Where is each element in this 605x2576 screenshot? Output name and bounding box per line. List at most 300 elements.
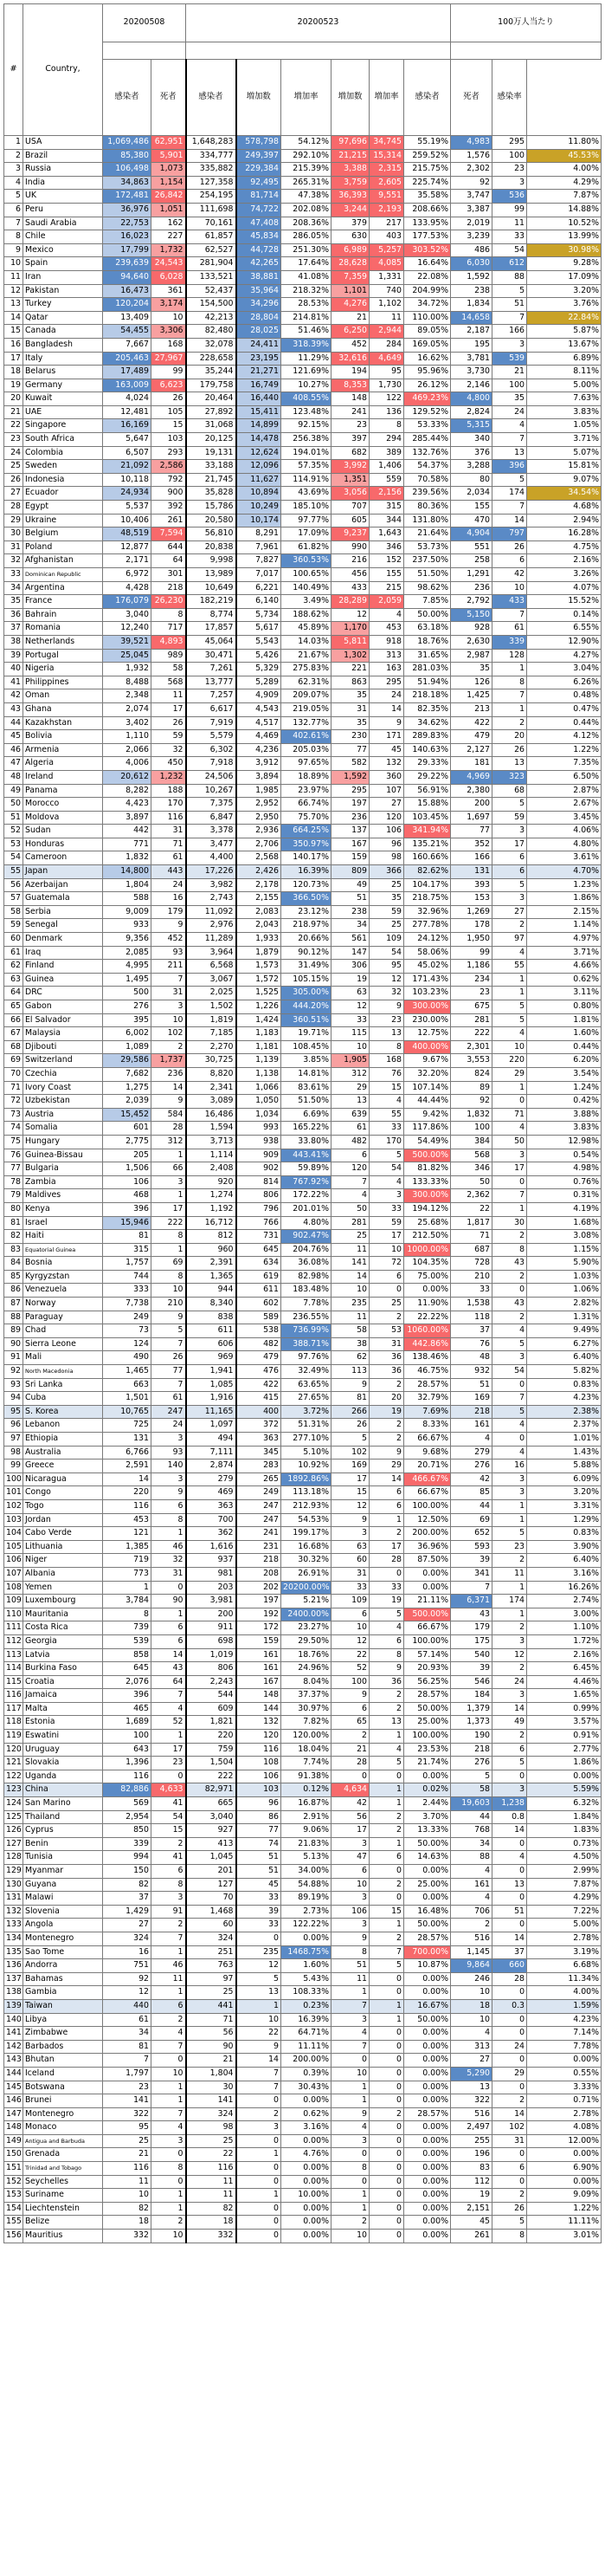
cell-value: 396 <box>103 1689 151 1703</box>
cell-value: 4 <box>492 1851 527 1865</box>
cell-value: 3,759 <box>331 176 370 190</box>
cell-value: 6.89% <box>527 352 602 366</box>
cell-value: 235 <box>331 1298 370 1311</box>
country-name: Poland <box>23 540 103 554</box>
row-index: 15 <box>4 325 23 339</box>
cell-value: 630 <box>331 230 370 244</box>
row-index: 7 <box>4 217 23 230</box>
row-index: 138 <box>4 1986 23 2000</box>
cell-value: 1,821 <box>186 1716 236 1730</box>
cell-value: 46 <box>151 1959 186 1973</box>
cell-value: 16.64% <box>404 257 451 271</box>
cell-value: 1.29% <box>527 1513 602 1527</box>
cell-value: 0 <box>492 2148 527 2162</box>
cell-value: 23.27% <box>281 1621 331 1635</box>
country-name: Kuwait <box>23 392 103 406</box>
cell-value: 4 <box>370 1095 404 1109</box>
table-row <box>4 217 602 230</box>
country-name: Australia <box>23 1446 103 1460</box>
cell-value: 16 <box>103 1945 151 1959</box>
cell-value: 2 <box>151 1040 186 1054</box>
country-name: Thailand <box>23 1810 103 1824</box>
cell-value: 0 <box>151 2175 186 2189</box>
cell-value: 13 <box>236 1986 281 2000</box>
cell-value: 194.12% <box>404 1202 451 1216</box>
cell-value: 0 <box>151 1581 186 1595</box>
row-index: 8 <box>4 230 23 244</box>
table-row <box>4 798 602 812</box>
cell-value: 14 <box>370 1472 404 1486</box>
cell-value: 53 <box>370 1324 404 1338</box>
cell-value: 13 <box>492 757 527 771</box>
table-row <box>4 960 602 974</box>
cell-value: 17 <box>151 1202 186 1216</box>
cell-value: 16.39% <box>281 865 331 879</box>
cell-value: 2 <box>370 1378 404 1392</box>
row-index: 91 <box>4 1351 23 1365</box>
cell-value: 132 <box>236 1716 281 1730</box>
table-row <box>4 581 602 595</box>
cell-value: 1 <box>151 2081 186 2094</box>
country-name: Togo <box>23 1499 103 1513</box>
cell-value: 170 <box>151 798 186 812</box>
cell-value: 51.31% <box>281 1419 331 1433</box>
row-index: 104 <box>4 1527 23 1541</box>
cell-value: 21,745 <box>186 473 236 487</box>
cell-value: 81.82% <box>404 1162 451 1176</box>
cell-value: 294 <box>370 433 404 447</box>
row-index: 30 <box>4 527 23 541</box>
cell-value: 0.71% <box>527 2094 602 2108</box>
cell-value: 2 <box>492 2189 527 2203</box>
cell-value: 197 <box>236 1595 281 1608</box>
cell-value: 212.50% <box>404 1230 451 1244</box>
country-name: Japan <box>23 865 103 879</box>
cell-value: 14 <box>151 1648 186 1662</box>
cell-value: 9 <box>370 1000 404 1014</box>
cell-value: 1 <box>151 1189 186 1203</box>
cell-value: 0 <box>492 1986 527 2000</box>
cell-value: 469.23% <box>404 392 451 406</box>
table-row <box>4 1013 602 1027</box>
cell-value: 482 <box>236 1337 281 1351</box>
cell-value: 645 <box>103 1662 151 1676</box>
cell-value: 15.88% <box>404 798 451 812</box>
cell-value: 39,521 <box>103 635 151 649</box>
cell-value: 1 <box>151 1527 186 1541</box>
cell-value: 116 <box>186 2162 236 2176</box>
cell-value: 150 <box>103 1865 151 1879</box>
cell-value: 60 <box>186 1919 236 1932</box>
cell-value: 51.46% <box>281 325 331 339</box>
table-row <box>4 163 602 177</box>
cell-value: 3.33% <box>527 2081 602 2094</box>
cell-value: 29,586 <box>103 1054 151 1068</box>
cell-value: 10 <box>151 2067 186 2081</box>
cell-value: 433 <box>331 581 370 595</box>
cell-value: 179 <box>151 905 186 919</box>
cell-value: 16.28% <box>527 527 602 541</box>
country-name: Pakistan <box>23 284 103 298</box>
cell-value: 3 <box>492 338 527 352</box>
country-name: Belgium <box>23 527 103 541</box>
cell-value: 2,497 <box>451 2121 492 2135</box>
cell-value: 444.20% <box>281 1000 331 1014</box>
cell-value: 902.47% <box>281 1230 331 1244</box>
cell-value: 619 <box>236 1270 281 1284</box>
cell-value: 2,127 <box>451 743 492 757</box>
cell-value: 1,365 <box>186 1270 236 1284</box>
cell-value: 4 <box>151 2121 186 2135</box>
row-index: 31 <box>4 540 23 554</box>
cell-value: 133.95% <box>404 217 451 230</box>
table-row <box>4 2121 602 2135</box>
cell-value: 54.88% <box>281 1878 331 1892</box>
cell-value: 109 <box>370 933 404 947</box>
country-name: Bolivia <box>23 730 103 744</box>
cell-value: 247 <box>236 1513 281 1527</box>
cell-value: 5.88% <box>527 1460 602 1473</box>
cell-value: 0 <box>370 1986 404 2000</box>
cell-value: 61.82% <box>281 540 331 554</box>
row-index: 56 <box>4 878 23 892</box>
cell-value: 3.61% <box>527 851 602 865</box>
cell-value: 137 <box>331 825 370 838</box>
cell-value: 62.31% <box>281 676 331 689</box>
cell-value: 66.67% <box>404 1486 451 1500</box>
table-row <box>4 1932 602 1945</box>
cell-value: 7 <box>492 1392 527 1406</box>
table-row <box>4 1081 602 1095</box>
cell-value: 1,941 <box>186 1365 236 1379</box>
cell-value: 1,592 <box>331 770 370 784</box>
cell-value: 7.69% <box>404 1405 451 1419</box>
cell-value: 281.03% <box>404 663 451 676</box>
table-row <box>4 1460 602 1473</box>
cell-value: 1468.75% <box>281 1945 331 1959</box>
cell-value: 14,800 <box>103 865 151 879</box>
cell-value: 0.00% <box>527 2148 602 2162</box>
cell-value: 13.99% <box>527 230 602 244</box>
cell-value: 1,502 <box>186 1000 236 1014</box>
cell-value: 379 <box>331 217 370 230</box>
cell-value: 30.43% <box>281 2081 331 2094</box>
country-name: Malaysia <box>23 1027 103 1041</box>
cell-value: 1.01% <box>527 1433 602 1447</box>
cell-value: 2,059 <box>370 595 404 609</box>
cell-value: 59 <box>370 905 404 919</box>
cell-value: 0 <box>236 2162 281 2176</box>
cell-value: 7.87% <box>527 1878 602 1892</box>
cell-value: 15 <box>331 1486 370 1500</box>
cell-value: 61 <box>103 2013 151 2027</box>
table-row <box>4 1122 602 1136</box>
cell-value: 4 <box>151 1702 186 1716</box>
row-index: 79 <box>4 1189 23 1203</box>
cell-value: 124 <box>103 1337 151 1351</box>
cell-value: 7 <box>331 1175 370 1189</box>
cell-value: 7,594 <box>151 527 186 541</box>
cell-value: 0.00% <box>404 2081 451 2094</box>
country-name: Germany <box>23 379 103 392</box>
cell-value: 2.77% <box>527 1743 602 1757</box>
cell-value: 208.36% <box>281 217 331 230</box>
country-name: Trinidad and Tobago <box>23 2162 103 2176</box>
cell-value: 450 <box>151 757 186 771</box>
cell-value: 1,274 <box>186 1189 236 1203</box>
cell-value: 5 <box>236 1972 281 1986</box>
cell-value: 29.50% <box>281 1634 331 1648</box>
cell-value: 241 <box>331 405 370 419</box>
cell-value: 64.71% <box>281 2027 331 2041</box>
table-row <box>4 1230 602 1244</box>
cell-value: 2,171 <box>103 554 151 568</box>
cell-value: 3,040 <box>186 1810 236 1824</box>
cell-value: 5 <box>331 1433 370 1447</box>
cell-value: 5.21% <box>281 1595 331 1608</box>
country-name: Norway <box>23 1298 103 1311</box>
cell-value: 182,219 <box>186 595 236 609</box>
cell-value: 3 <box>151 1175 186 1189</box>
table-row <box>4 878 602 892</box>
cell-value: 10,765 <box>103 1405 151 1419</box>
cell-value: 2.38% <box>527 1405 602 1419</box>
table-row <box>4 149 602 163</box>
cell-value: 601 <box>103 1122 151 1136</box>
table-row <box>4 1851 602 1865</box>
cell-value: 222 <box>186 1770 236 1783</box>
table-row <box>4 1797 602 1811</box>
cell-value: 2,944 <box>370 325 404 339</box>
cell-value: 14,899 <box>236 419 281 433</box>
cell-value: 27 <box>451 2054 492 2068</box>
table-row <box>4 1905 602 1919</box>
cell-value: 396 <box>103 1202 151 1216</box>
cell-value: 4 <box>492 946 527 960</box>
cell-value: 28 <box>151 1122 186 1136</box>
cell-value: 55.19% <box>404 136 451 150</box>
country-name: Philippines <box>23 676 103 689</box>
cell-value: 60 <box>331 1554 370 1568</box>
cell-value: 82,886 <box>103 1783 151 1797</box>
table-row <box>4 379 602 392</box>
cell-value: 468 <box>103 1189 151 1203</box>
cell-value: 0.00% <box>404 2054 451 2068</box>
cell-value: 13 <box>370 1027 404 1041</box>
table-row <box>4 2189 602 2203</box>
cell-value: 20 <box>370 1392 404 1406</box>
cell-value: 163,009 <box>103 379 151 392</box>
cell-value: 11 <box>331 1243 370 1257</box>
cell-value: 110.00% <box>404 311 451 325</box>
cell-value: 98 <box>186 2121 236 2135</box>
cell-value: 17 <box>492 1162 527 1176</box>
table-row <box>4 757 602 771</box>
cell-value: 989 <box>151 649 186 663</box>
cell-value: 0.00% <box>404 2202 451 2216</box>
cell-value: 148 <box>236 1689 281 1703</box>
cell-value: 1.83% <box>527 1824 602 1838</box>
table-row <box>4 1027 602 1041</box>
cell-value: 15,786 <box>186 501 236 515</box>
cell-value: 116 <box>236 1743 281 1757</box>
cell-value: 120.73% <box>281 878 331 892</box>
row-index: 131 <box>4 1892 23 1906</box>
cell-value: 927 <box>186 1824 236 1838</box>
cell-value: 116 <box>103 1770 151 1783</box>
country-name: Lebanon <box>23 1419 103 1433</box>
cell-value: 652 <box>451 1527 492 1541</box>
cell-value: 0.00% <box>527 1770 602 1783</box>
cell-value: 228,658 <box>186 352 236 366</box>
cell-value: 396 <box>492 460 527 474</box>
cell-value: 1.24% <box>527 1081 602 1095</box>
cell-value: 120 <box>331 1162 370 1176</box>
cell-value: 2,025 <box>186 987 236 1000</box>
cell-value: 163 <box>370 663 404 676</box>
cell-value: 7.85% <box>404 595 451 609</box>
cell-value: 7.22% <box>527 1905 602 1919</box>
cell-value: 7.82% <box>281 1716 331 1730</box>
cell-value: 266 <box>331 1405 370 1419</box>
cell-value: 403 <box>370 230 404 244</box>
cell-value: 2,341 <box>186 1081 236 1095</box>
cell-value: 6,507 <box>103 446 151 460</box>
cell-value: 14 <box>492 1824 527 1838</box>
cell-value: 251.30% <box>281 243 331 257</box>
cell-value: 13.33% <box>404 1824 451 1838</box>
cell-value: 1000.00% <box>404 1243 451 1257</box>
cell-value: 2,083 <box>236 905 281 919</box>
table-row <box>4 1311 602 1324</box>
cell-value: 51 <box>331 892 370 906</box>
cell-value: 25 <box>186 1986 236 2000</box>
cell-value: 2,315 <box>370 163 404 177</box>
cell-value: 5 <box>370 1149 404 1162</box>
cell-value: 20,580 <box>186 514 236 527</box>
cell-value: 2.15% <box>527 905 602 919</box>
cell-value: 1,572 <box>236 973 281 987</box>
cell-value: 91.38% <box>281 1770 331 1783</box>
table-row <box>4 136 602 150</box>
cell-value: 118 <box>451 1311 492 1324</box>
table-row <box>4 1472 602 1486</box>
cell-value: 7.14% <box>527 2027 602 2041</box>
cell-value: 43 <box>151 1662 186 1676</box>
country-name: Panama <box>23 784 103 798</box>
cell-value: 73 <box>103 1324 151 1338</box>
row-index: 112 <box>4 1634 23 1648</box>
row-index: 58 <box>4 905 23 919</box>
cell-value: 295 <box>370 676 404 689</box>
cell-value: 28,804 <box>236 311 281 325</box>
cell-value: 18.76% <box>281 1648 331 1662</box>
cell-value: 324 <box>103 1932 151 1945</box>
cell-value: 63.18% <box>404 622 451 636</box>
cell-value: 43 <box>492 1257 527 1271</box>
cell-value: 9,237 <box>331 527 370 541</box>
cell-value: 6 <box>331 1702 370 1716</box>
table-row <box>4 1392 602 1406</box>
cell-value: 1,050 <box>236 1095 281 1109</box>
cell-value: 31,068 <box>186 419 236 433</box>
row-index: 154 <box>4 2202 23 2216</box>
country-name: Singapore <box>23 419 103 433</box>
cell-value: 21.11% <box>404 1595 451 1608</box>
cell-value: 122.22% <box>281 1919 331 1932</box>
cell-value: 361 <box>151 284 186 298</box>
cell-value: 281 <box>331 1216 370 1230</box>
cell-value: 5,647 <box>103 433 151 447</box>
row-index: 54 <box>4 851 23 865</box>
cell-value: 6,221 <box>236 581 281 595</box>
table-row <box>4 811 602 825</box>
country-name: Antigua and Barbuda <box>23 2134 103 2148</box>
cell-value: 5,289 <box>236 676 281 689</box>
cell-value: 1 <box>331 2094 370 2108</box>
cell-value: 3 <box>492 1351 527 1365</box>
cell-value: 350.97% <box>281 838 331 851</box>
country-name: Turkey <box>23 298 103 312</box>
cell-value: 3.88% <box>527 1108 602 1122</box>
cell-value: 490 <box>103 1351 151 1365</box>
cell-value: 177.53% <box>404 230 451 244</box>
cell-value: 30.98% <box>527 243 602 257</box>
cell-value: 0 <box>370 1892 404 1906</box>
cell-value: 3 <box>331 1527 370 1541</box>
cell-value: 1,425 <box>451 689 492 703</box>
cell-value: 0.00% <box>281 2202 331 2216</box>
cell-value: 23.53% <box>404 1743 451 1757</box>
country-name: El Salvador <box>23 1013 103 1027</box>
country-name: Saudi Arabia <box>23 217 103 230</box>
cell-value: 6 <box>492 865 527 879</box>
cell-value: 8 <box>151 608 186 622</box>
cell-value: 7 <box>151 2040 186 2054</box>
cell-value: 218 <box>236 1554 281 1568</box>
cell-value: 1,154 <box>151 176 186 190</box>
cell-value: 9.68% <box>404 1446 451 1460</box>
cell-value: 1,186 <box>451 960 492 974</box>
cell-value: 55 <box>492 960 527 974</box>
cell-value: 4 <box>370 1175 404 1189</box>
row-index: 129 <box>4 1865 23 1879</box>
country-name: Djibouti <box>23 1040 103 1054</box>
cell-value: 322 <box>103 2107 151 2121</box>
cell-value: 22 <box>331 1648 370 1662</box>
cell-value: 3,730 <box>451 366 492 379</box>
cell-value: 1.22% <box>527 743 602 757</box>
cell-value: 20,838 <box>186 540 236 554</box>
cell-value: 4,517 <box>236 716 281 730</box>
cell-value: 104.35% <box>404 1257 451 1271</box>
cell-value: 29 <box>370 1460 404 1473</box>
row-index: 81 <box>4 1216 23 1230</box>
table-row <box>4 554 602 568</box>
cell-value: 352 <box>451 838 492 851</box>
cell-value: 6.68% <box>527 1959 602 1973</box>
cell-value: 4,969 <box>451 770 492 784</box>
country-name: Oman <box>23 689 103 703</box>
cell-value: 12 <box>331 608 370 622</box>
row-index: 5 <box>4 190 23 204</box>
cell-value: 664.25% <box>281 825 331 838</box>
cell-value: 6,617 <box>186 702 236 716</box>
cell-value: 1,804 <box>103 878 151 892</box>
row-index: 2 <box>4 149 23 163</box>
cell-value: 236 <box>451 581 492 595</box>
country-name: Senegal <box>23 919 103 933</box>
